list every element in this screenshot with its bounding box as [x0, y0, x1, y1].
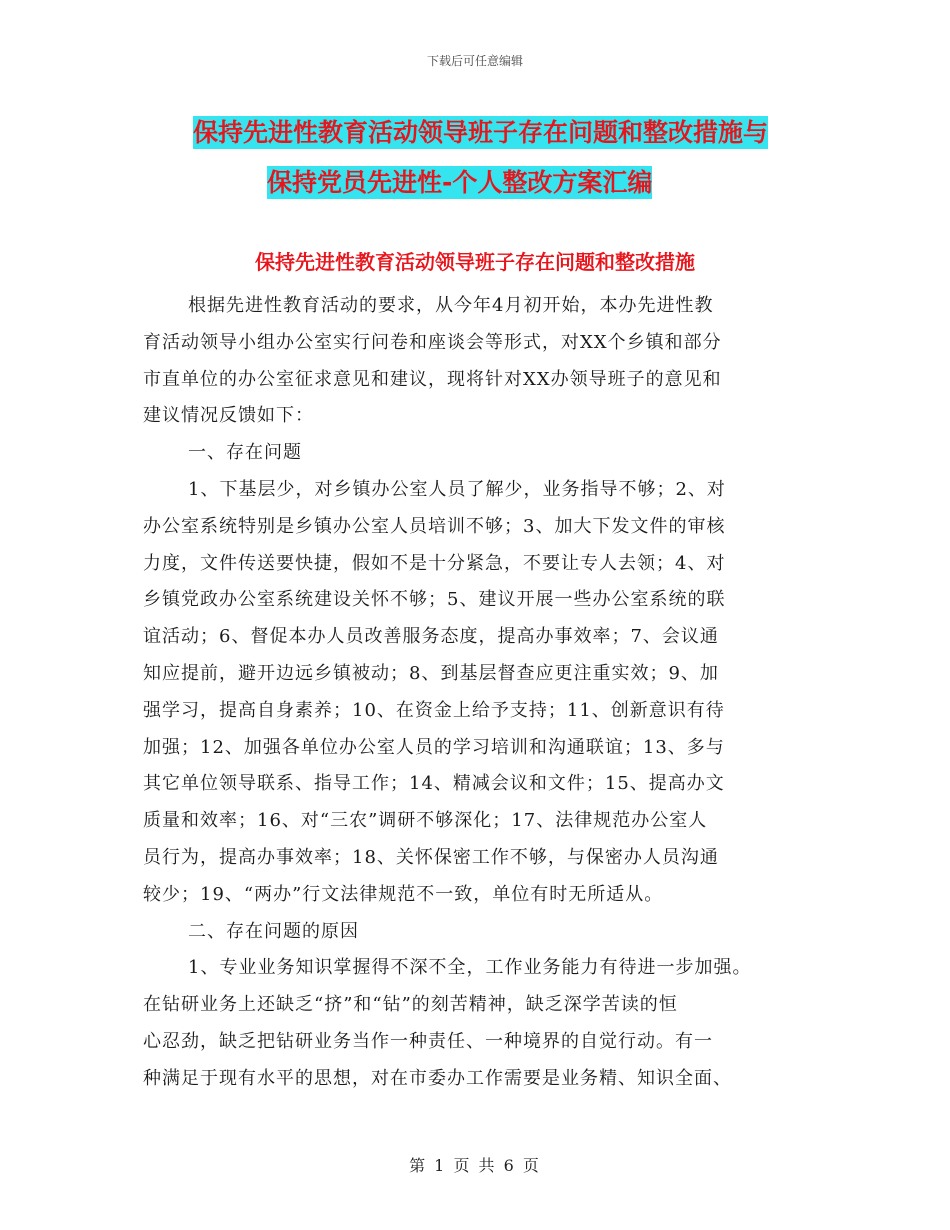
- body-line: 较少；19、“两办”行文法律规范不一致，单位有时无所适从。: [143, 883, 664, 905]
- body-line: 种满足于现有水平的思想，对在市委办工作需要是业务精、知识全面、: [143, 1067, 732, 1089]
- document-main-title: [193, 108, 813, 208]
- main-title-line-2: 保持党员先进性-个人整改方案汇编: [267, 168, 653, 197]
- body-line: 谊活动；6、督促本办人员改善服务态度，提高办事效率；7、会议通: [143, 626, 719, 648]
- body-line: 办公室系统特别是乡镇办公室人员培训不够；3、加大下发文件的审核: [143, 515, 726, 537]
- body-line: 乡镇党政办公室系统建设关怀不够；5、建议开展一些办公室系统的联: [143, 589, 726, 611]
- document-body: [143, 288, 823, 1098]
- section-title: 保持先进性教育活动领导班子存在问题和整改措施: [255, 250, 695, 274]
- body-line: 市直单位的办公室征求意见和建议，现将针对XX办领导班子的意见和: [143, 368, 722, 390]
- body-line: 1、下基层少，对乡镇办公室人员了解少，业务指导不够；2、对: [188, 478, 726, 500]
- body-line: 力度，文件传送要快捷，假如不是十分紧急，不要让专人去领；4、对: [143, 552, 726, 574]
- body-line: 员行为，提高办事效率；18、关怀保密工作不够，与保密办人员沟通: [143, 846, 719, 868]
- body-line: 根据先进性教育活动的要求，从今年4月初开始，本办先进性教: [188, 295, 714, 316]
- main-title-line-1: 保持先进性教育活动领导班子存在问题和整改措施与: [193, 118, 769, 147]
- section-heading: 二、存在问题的原因: [188, 920, 359, 942]
- body-line: 建议情况反馈如下：: [143, 405, 314, 427]
- page-number-footer: 第 1 页 共 6 页: [409, 1156, 541, 1175]
- header-note: 下载后可任意编辑: [426, 54, 523, 68]
- body-line: 在钻研业务上还缺乏“挤”和“钻”的刻苦精神，缺乏深学苦读的恒: [143, 994, 678, 1016]
- body-line: 1、专业业务知识掌握得不深不全，工作业务能力有待进一步加强。: [188, 957, 752, 979]
- body-line: 知应提前，避开边远乡镇被动；8、到基层督查应更注重实效；9、加: [143, 662, 719, 684]
- body-line: 其它单位领导联系、指导工作；14、精减会议和文件；15、提高办文: [143, 773, 725, 795]
- body-line: 育活动领导小组办公室实行问卷和座谈会等形式，对XX个乡镇和部分: [143, 331, 722, 353]
- body-line: 强学习，提高自身素养；10、在资金上给予支持；11、创新意识有待: [143, 699, 725, 721]
- body-line: 质量和效率；16、对“三农”调研不够深化；17、法律规范办公室人: [143, 810, 708, 832]
- section-heading: 一、存在问题: [188, 442, 302, 464]
- body-line: 心忍劲，缺乏把钻研业务当作一种责任、一种境界的自觉行动。有一: [143, 1030, 713, 1052]
- body-line: 加强；12、加强各单位办公室人员的学习培训和沟通联谊；13、多与: [143, 736, 725, 758]
